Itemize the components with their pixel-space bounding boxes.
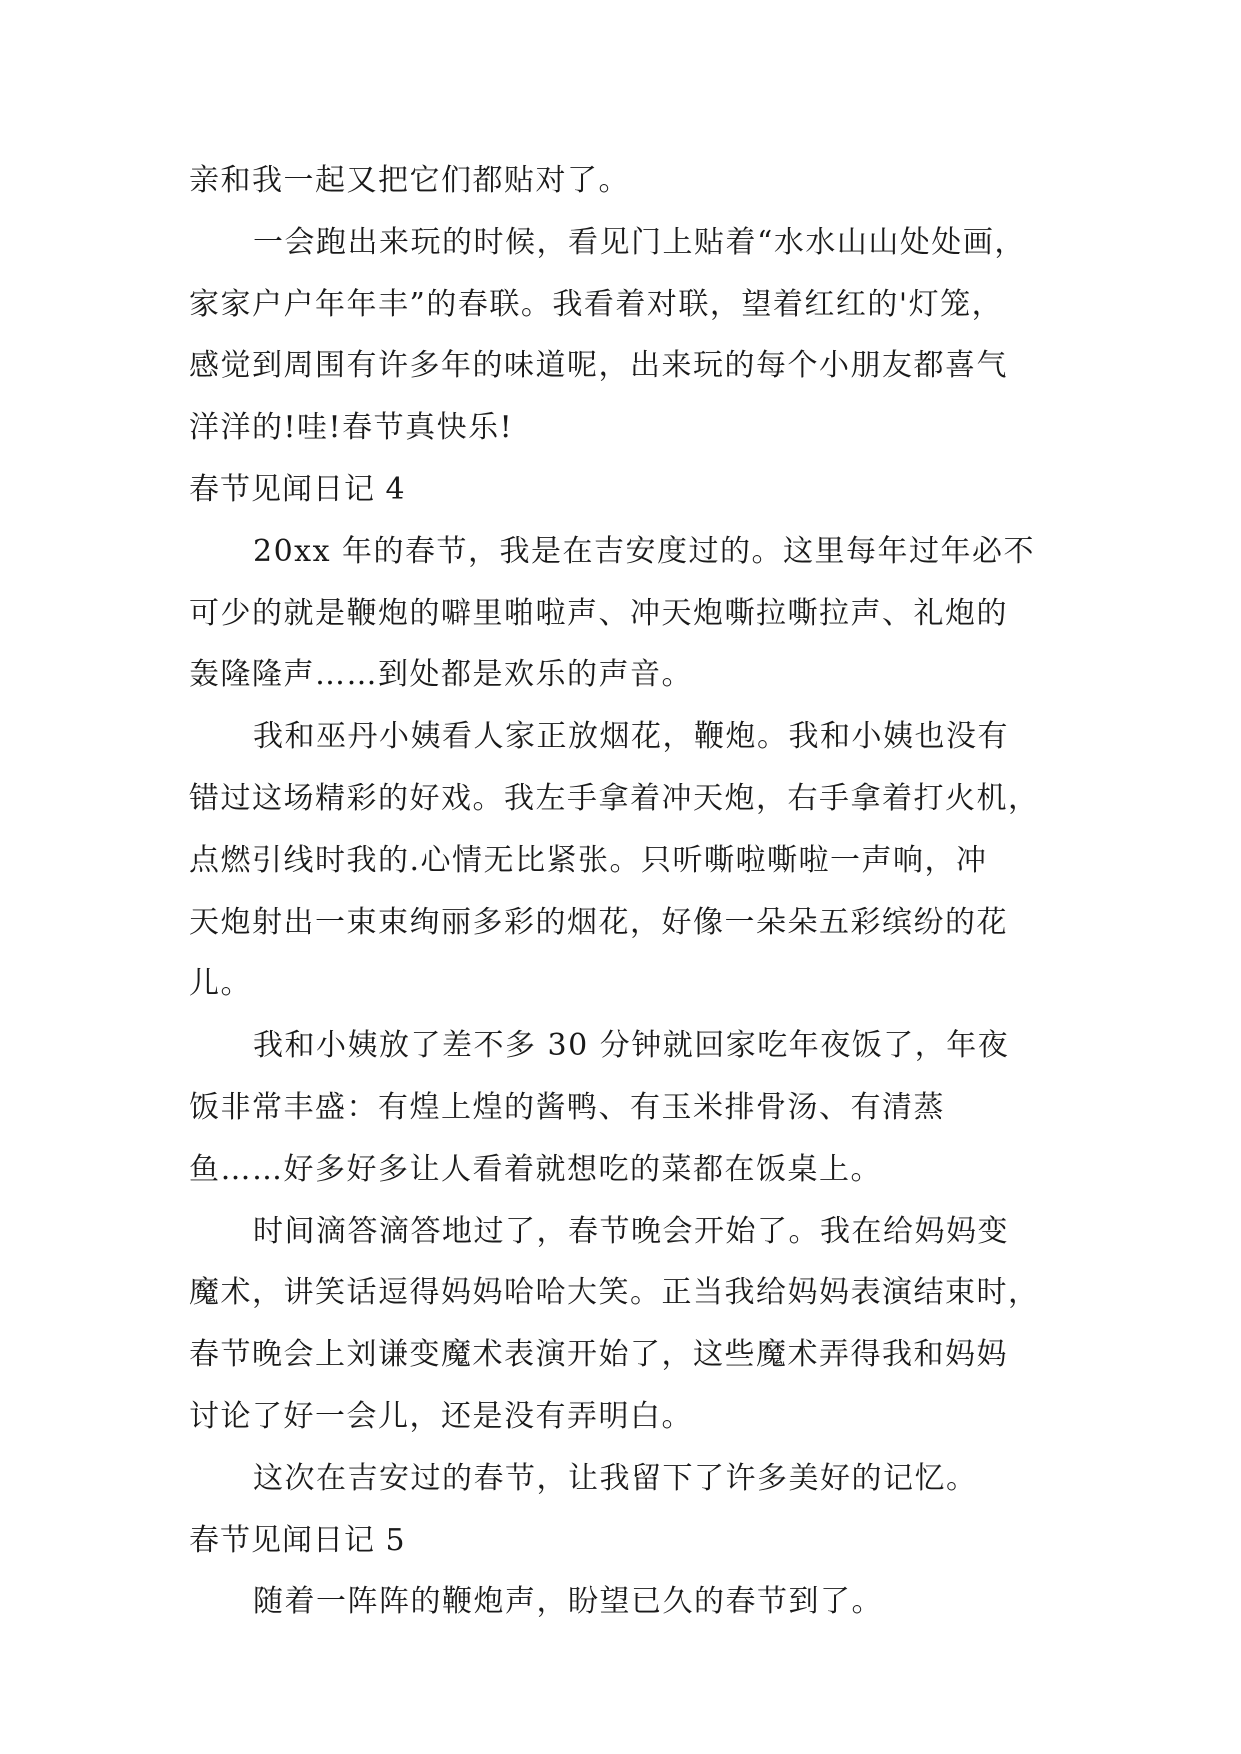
text-line: 错过这场精彩的好戏。我左手拿着冲天炮，右手拿着打火机， [189,780,1040,816]
paragraph-start-line: 一会跑出来玩的时候，看见门上贴着“水水山山处处画， [253,224,1026,260]
paragraph-start-line: 时间滴答滴答地过了，春节晚会开始了。我在给妈妈变 [253,1213,1009,1249]
text-line: 可少的就是鞭炮的噼里啪啦声、冲天炮嘶拉嘶拉声、礼炮的 [189,595,1008,631]
text-line: 魔术，讲笑话逗得妈妈哈哈大笑。正当我给妈妈表演结束时， [189,1275,1040,1311]
text-line: 感觉到周围有许多年的味道呢，出来玩的每个小朋友都喜气 [189,348,1008,384]
text-line: 春节晚会上刘谦变魔术表演开始了，这些魔术弄得我和妈妈 [189,1337,1008,1373]
text-line: 家家户户年年丰”的春联。我看着对联，望着红红的'灯笼， [189,286,1004,322]
document-body [189,150,1069,1633]
text-line: 点燃引线时我的.心情无比紧张。只听嘶啦嘶啦一声响，冲 [189,842,988,878]
paragraph-start-line: 这次在吉安过的春节，让我留下了许多美好的记忆。 [253,1460,978,1496]
paragraph-start-line: 我和巫丹小姨看人家正放烟花，鞭炮。我和小姨也没有 [253,719,1009,755]
text-line: 讨论了好一会儿，还是没有弄明白。 [189,1398,693,1434]
text-line: 亲和我一起又把它们都贴对了。 [189,163,630,198]
text-line: 天炮射出一束束绚丽多彩的烟花，好像一朵朵五彩缤纷的花 [189,904,1008,940]
section-heading: 春节见闻日记 5 [189,1522,406,1558]
paragraph-start-line: 我和小姨放了差不多 30 分钟就回家吃年夜饭了，年夜 [253,1028,1010,1064]
text-line: 儿。 [189,966,252,1002]
paragraph-start-line: 随着一阵阵的鞭炮声，盼望已久的春节到了。 [253,1584,883,1620]
text-line: 洋洋的!哇!春节真快乐! [189,410,514,446]
section-heading: 春节见闻日记 4 [189,471,406,507]
text-line: 鱼……好多好多让人看着就想吃的菜都在饭桌上。 [189,1151,882,1187]
text-line: 饭非常丰盛：有煌上煌的酱鸭、有玉米排骨汤、有清蒸 [189,1089,945,1125]
text-line: 轰隆隆声……到处都是欢乐的声音。 [189,657,693,693]
paragraph-start-line: 20xx 年的春节，我是在吉安度过的。这里每年过年必不 [253,533,1036,569]
